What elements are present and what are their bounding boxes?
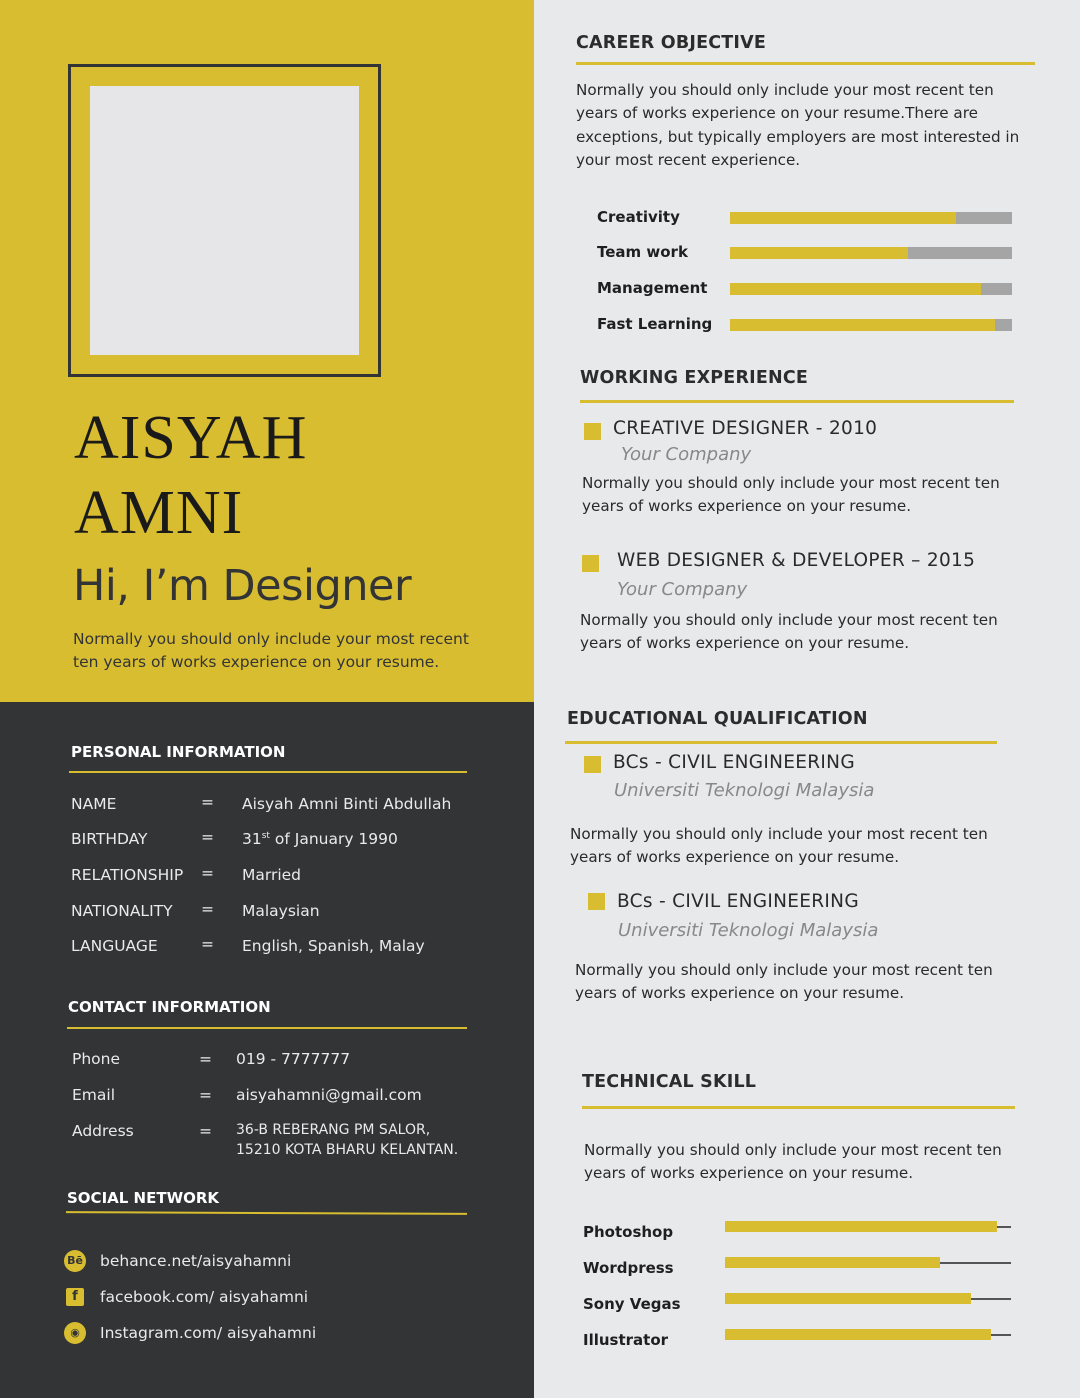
personal-row-nationality: [71, 902, 511, 926]
tech-skill-track: [725, 1226, 1011, 1228]
separator: =: [201, 793, 214, 811]
instagram-icon: ◉: [64, 1322, 86, 1344]
career-objective-heading: CAREER OBJECTIVE: [576, 33, 767, 53]
personal-key: RELATIONSHIP: [71, 866, 184, 884]
separator: =: [201, 828, 214, 846]
tech-skill-label: Wordpress: [583, 1259, 674, 1277]
technical-skill-rule: [582, 1106, 1015, 1109]
separator: =: [199, 1050, 212, 1068]
skill-bar-track: [730, 319, 1012, 331]
tech-skill-track: [725, 1334, 1011, 1336]
address-line-2: 15210 KOTA BHARU KELANTAN.: [236, 1142, 459, 1158]
education-heading: EDUCATIONAL QUALIFICATION: [567, 709, 868, 729]
social-link[interactable]: behance.net/aisyahamni: [100, 1252, 292, 1270]
job-company: Your Company: [617, 579, 748, 600]
personal-key: BIRTHDAY: [71, 830, 148, 848]
social-network-heading: SOCIAL NETWORK: [67, 1189, 220, 1207]
birthday-day: 31: [242, 830, 262, 848]
school-name: Universiti Teknologi Malaysia: [614, 780, 875, 801]
job-role: WEB DESIGNER & DEVELOPER – 2015: [617, 550, 976, 571]
personal-row-relationship: [71, 866, 511, 890]
personal-info-rule: [69, 771, 467, 773]
behance-icon: Bē: [64, 1250, 86, 1272]
tech-skill-label: Illustrator: [583, 1331, 669, 1349]
email-link[interactable]: aisyahamni@gmail.com: [236, 1086, 422, 1104]
job-description: Normally you should only include your most recent ten years of works experience on your resume.: [582, 474, 1000, 516]
education-description: Normally you should only include your most recent ten years of works experience on your resume.: [575, 961, 993, 1003]
tech-skill-fill: [725, 1221, 997, 1232]
skill-label: Fast Learning: [597, 315, 713, 333]
personal-info-heading: PERSONAL INFORMATION: [71, 743, 286, 761]
personal-value: Married: [242, 866, 302, 884]
technical-skill-heading: TECHNICAL SKILL: [582, 1072, 757, 1092]
skill-bar-track: [730, 247, 1012, 259]
education-rule: [565, 741, 997, 744]
personal-value: [242, 830, 398, 848]
address-value: [236, 1120, 458, 1160]
tech-skill-fill: [725, 1293, 971, 1304]
separator: =: [199, 1122, 212, 1140]
personal-row-birthday: [71, 830, 511, 854]
separator: =: [201, 864, 214, 882]
personal-key: NATIONALITY: [71, 902, 173, 920]
degree-title: BCs - CIVIL ENGINEERING: [613, 752, 855, 773]
job-company: Your Company: [621, 444, 752, 465]
personal-value: Aisyah Amni Binti Abdullah: [242, 795, 452, 813]
tech-skill-fill: [725, 1329, 991, 1340]
skill-label: Creativity: [597, 208, 680, 226]
tech-skill-track: [725, 1262, 1011, 1264]
social-link[interactable]: facebook.com/ aisyahamni: [100, 1288, 309, 1306]
personal-value: English, Spanish, Malay: [242, 937, 425, 955]
skill-label: Management: [597, 279, 708, 297]
skill-bar-fill: [730, 212, 956, 224]
facebook-icon: f: [66, 1288, 84, 1306]
personal-row-language: [71, 937, 511, 961]
school-name: Universiti Teknologi Malaysia: [618, 920, 879, 941]
personal-row-name: [71, 795, 511, 819]
contact-key: Address: [72, 1122, 134, 1140]
skill-label: Team work: [597, 243, 688, 261]
working-experience-heading: WORKING EXPERIENCE: [580, 368, 809, 388]
degree-title: BCs - CIVIL ENGINEERING: [617, 891, 859, 912]
contact-info-rule: [67, 1027, 467, 1029]
job-description: Normally you should only include your most recent ten years of works experience on your resume.: [580, 611, 998, 653]
address-line-1: 36-B REBERANG PM SALOR,: [236, 1122, 431, 1138]
profile-photo-placeholder: [90, 86, 359, 355]
personal-value: Malaysian: [242, 902, 320, 920]
bullet-square: [584, 423, 601, 440]
tech-skill-label: Photoshop: [583, 1223, 674, 1241]
contact-key: Phone: [72, 1050, 121, 1068]
separator: =: [199, 1086, 212, 1104]
career-objective-rule: [576, 62, 1035, 65]
tech-skill-fill: [725, 1257, 940, 1268]
bullet-square: [582, 555, 599, 572]
technical-skill-text: Normally you should only include your most recent ten years of works experience on your resume.: [584, 1141, 1002, 1183]
birthday-rest: of January 1990: [269, 830, 398, 848]
personal-key: NAME: [71, 795, 117, 813]
first-name: AISYAH: [74, 404, 308, 472]
job-role: CREATIVE DESIGNER - 2010: [613, 418, 878, 439]
separator: =: [201, 900, 214, 918]
skill-bar-fill: [730, 247, 908, 259]
personal-key: LANGUAGE: [71, 937, 158, 955]
birthday-suffix: st: [261, 830, 270, 841]
skill-bar-fill: [730, 319, 995, 331]
last-name: AMNI: [74, 479, 244, 547]
working-experience-rule: [580, 400, 1014, 403]
contact-info-heading: CONTACT INFORMATION: [68, 998, 271, 1016]
education-description: Normally you should only include your most recent ten years of works experience on your resume.: [570, 825, 988, 867]
contact-key: Email: [72, 1086, 116, 1104]
intro-text: Normally you should only include your most recent ten years of works experience on your resume.: [73, 630, 469, 671]
skill-bar-track: [730, 283, 1012, 295]
separator: =: [201, 935, 214, 953]
tech-skill-label: Sony Vegas: [583, 1295, 681, 1313]
career-objective-text: Normally you should only include your most recent ten years of works experience on your resume.There are exceptions, but typically employers are most interested in your most recent experience.: [576, 81, 1020, 169]
skill-bar-fill: [730, 283, 981, 295]
headline: Hi, I’m Designer: [73, 561, 412, 611]
phone-value[interactable]: 019 - 7777777: [236, 1050, 351, 1068]
skill-bar-track: [730, 212, 1012, 224]
bullet-square: [584, 756, 601, 773]
tech-skill-track: [725, 1298, 1011, 1300]
bullet-square: [588, 893, 605, 910]
social-link[interactable]: Instagram.com/ aisyahamni: [100, 1324, 317, 1342]
